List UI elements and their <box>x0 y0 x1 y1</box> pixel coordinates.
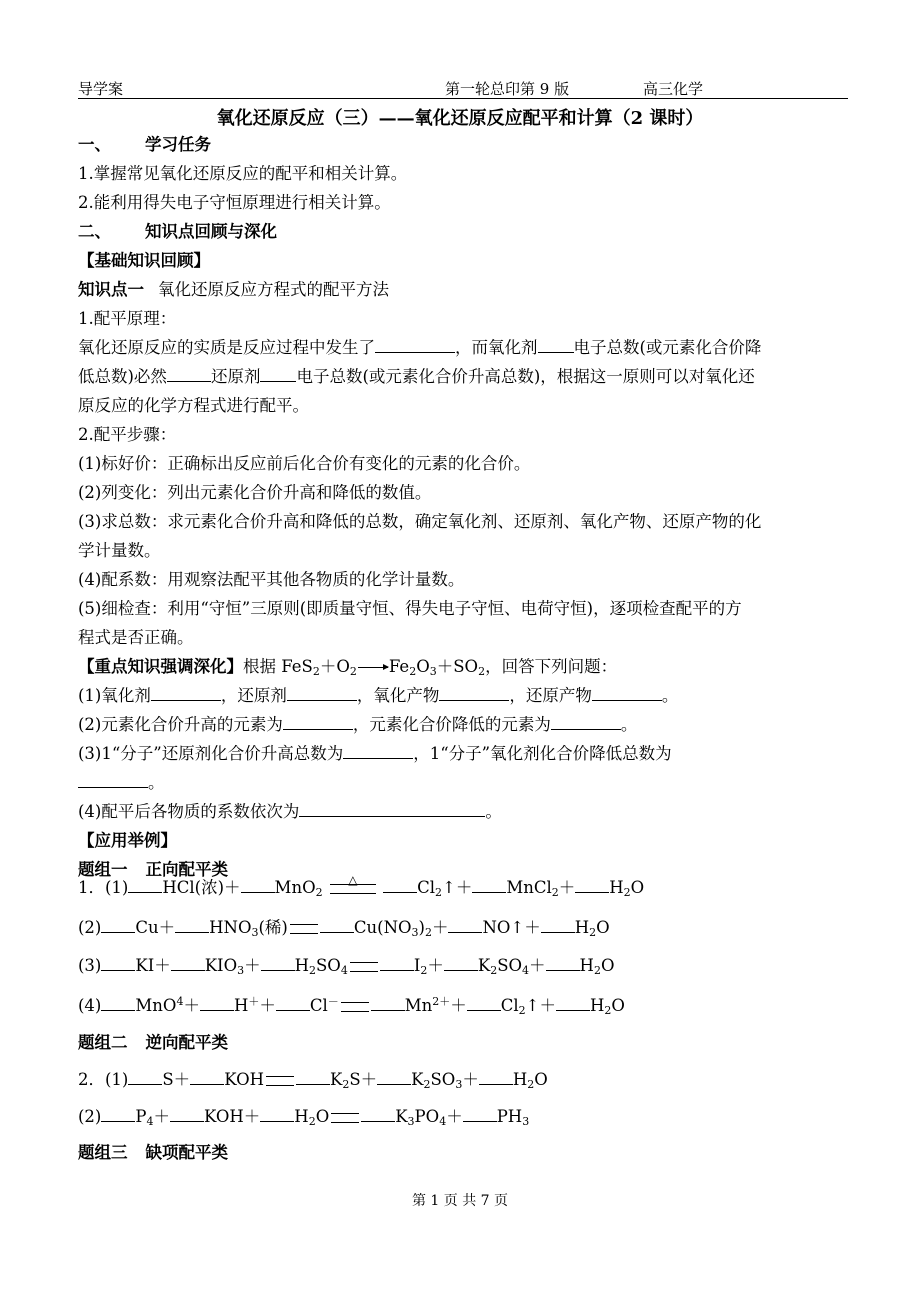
blank[interactable] <box>260 367 296 382</box>
q3-text: (3)1“分子”还原剂化合价升高总数为 <box>78 744 344 763</box>
step-3a: (3)求总数：求元素化合价升高和降低的总数，确定氧化剂、还原剂、氧化产物、还原产物的化 <box>78 512 762 531</box>
blank[interactable] <box>448 918 482 933</box>
equation-1-4: (4) MnO$^4$＋ H＋＋ Cl－ $Mn^{2+}+$ $Cl_2↑+ H_2O$ <box>78 995 625 1017</box>
blank[interactable] <box>128 878 162 893</box>
blank[interactable] <box>320 918 354 933</box>
step-4: (4)配系数：用观察法配平其他各物质的化学计量数。 <box>78 570 465 589</box>
blank[interactable] <box>241 878 275 893</box>
blank[interactable] <box>383 878 417 893</box>
blank[interactable] <box>592 686 662 701</box>
blank[interactable] <box>128 1070 162 1085</box>
kp1-label: 知识点一 <box>78 280 144 299</box>
group-2-label: 题组二 <box>78 1033 128 1052</box>
q2-text: ，元素化合价降低的元素为 <box>352 715 551 734</box>
blank[interactable] <box>439 686 509 701</box>
q4-text: (4)配平后各物质的系数依次为 <box>78 802 300 821</box>
key-question-2 <box>78 712 850 738</box>
group-2-name: 逆向配平类 <box>145 1033 228 1052</box>
blank[interactable] <box>343 744 413 759</box>
group-3-name: 缺项配平类 <box>145 1143 228 1162</box>
header-left: 导学案 <box>78 80 124 98</box>
q1-text: ，还原剂 <box>220 686 287 705</box>
group-1-name: 正向配平类 <box>145 860 228 879</box>
blank[interactable] <box>276 996 310 1011</box>
blank[interactable] <box>296 1070 330 1085</box>
step-5b: 程式是否正确。 <box>78 628 194 647</box>
blank[interactable] <box>361 1107 395 1122</box>
blank[interactable] <box>171 956 205 971</box>
principle-text-1c: 电子总数(或元素化合价降 <box>573 338 762 357</box>
step-1: (1)标好价：正确标出反应前后化合价有变化的元素的化合价。 <box>78 454 531 473</box>
principle-text-2c: 电子总数(或元素化合价升高总数)，根据这一原则可以对氧化还 <box>296 367 755 386</box>
principle-line-1 <box>78 335 850 361</box>
kp1-text: 氧化还原反应方程式的配平方法 <box>158 280 389 299</box>
q1-text: (1)氧化剂 <box>78 686 151 705</box>
blank[interactable] <box>101 996 135 1011</box>
q2-text: 。 <box>620 715 638 734</box>
blank[interactable] <box>260 1107 294 1122</box>
blank[interactable] <box>556 996 590 1011</box>
q3-text: 。 <box>148 773 165 792</box>
reaction-equals <box>331 1113 359 1123</box>
reaction-equals <box>266 1076 294 1086</box>
section-1-number: 一、 <box>78 135 111 154</box>
key-point-label: 【重点知识强调深化】 <box>78 657 243 676</box>
blank[interactable] <box>151 686 221 701</box>
equation-1-1: 1．(1) HCl(浓)＋ MnO$_2$ △ $Cl_2↑+$ MnCl$_2$＋ $H_2O$ <box>78 874 850 902</box>
key-question-4 <box>78 799 850 825</box>
blank[interactable] <box>190 1070 224 1085</box>
group-2-heading <box>78 1030 850 1056</box>
q2-text: (2)元素化合价升高的元素为 <box>78 715 283 734</box>
blank[interactable] <box>170 1107 204 1122</box>
blank[interactable] <box>101 918 135 933</box>
blank[interactable] <box>479 1070 513 1085</box>
q3-text: ，1“分子”氧化剂化合价降低总数为 <box>413 744 672 763</box>
group-3-label: 题组三 <box>78 1143 128 1162</box>
blank[interactable] <box>467 996 501 1011</box>
equation-2-2: (2) $P_4+ KOH+ H_2O$ $K_3PO_4+ PH_3$ <box>78 1107 530 1128</box>
key-question-1 <box>78 683 850 709</box>
section-1-title: 学习任务 <box>145 135 211 154</box>
blank[interactable] <box>380 956 414 971</box>
blank[interactable] <box>78 773 148 788</box>
blank[interactable] <box>283 715 353 730</box>
equation-2-1: 2．(1) S＋ KOH $K_2S+ K_2SO_3+ H_2O$ <box>78 1070 548 1091</box>
equation-1-2: (2) $Cu+ HNO_3$(稀) $Cu(NO_3)_2+$ NO↑＋ $H_2O$ <box>78 918 610 939</box>
section-2-heading <box>78 219 850 245</box>
principle-text-1b: ，而氧化剂 <box>455 338 538 357</box>
key-question-3a <box>78 741 850 767</box>
section-2-title: 知识点回顾与深化 <box>145 222 277 241</box>
blank[interactable] <box>101 956 135 971</box>
principle-line-3: 原反应的化学方程式进行配平。 <box>78 396 309 415</box>
blank[interactable] <box>375 338 455 353</box>
header-right: 高三化学 <box>643 80 704 98</box>
equation-1-3: (3) $KI+ KIO_3+ H_2SO_4$ $I_2+ K_2SO_4+ H_2O$ <box>78 956 615 977</box>
blank[interactable] <box>541 918 575 933</box>
group-3-heading <box>78 1140 850 1166</box>
q1-text: ，还原产物 <box>509 686 592 705</box>
section-2-number: 二、 <box>78 222 111 241</box>
blank[interactable] <box>546 956 580 971</box>
section-1-heading <box>78 132 850 158</box>
page-footer: 第 1 页 共 7 页 <box>411 1193 509 1209</box>
reaction-equals <box>290 924 318 934</box>
blank[interactable] <box>101 1107 135 1122</box>
principle-text-2a: 低总数)必然 <box>78 367 167 386</box>
task-item-1: 1.掌握常见氧化还原反应的配平和相关计算。 <box>78 164 408 183</box>
reaction-equals <box>350 962 378 972</box>
key-question-3b <box>78 770 850 796</box>
blank[interactable] <box>377 1070 411 1085</box>
blank[interactable] <box>371 996 405 1011</box>
header-middle: 第一轮总印第 9 版 <box>445 80 570 98</box>
step-5a: (5)细检查：利用“守恒”三原则(即质量守恒、得失电子守恒、电荷守恒)，逐项检查配平的方 <box>78 599 742 618</box>
blank[interactable] <box>200 996 234 1011</box>
blank[interactable] <box>538 338 574 353</box>
group-1-label: 题组一 <box>78 860 128 879</box>
key-point-line: 【重点知识强调深化】根据 $FeS_2+O_2$ $Fe_2O_3+SO_2$，回答下列问题： <box>78 657 618 678</box>
principle-text-2b: 还原剂 <box>210 367 261 386</box>
blank[interactable] <box>551 715 621 730</box>
q1-text: ，氧化产物 <box>356 686 440 705</box>
step-2: (2)列变化：列出元素化合价升高和降低的数值。 <box>78 483 432 502</box>
principle-line-2 <box>78 364 850 390</box>
task-item-2: 2.能利用得失电子守恒原理进行相关计算。 <box>78 193 391 212</box>
q1-text: 。 <box>661 686 679 705</box>
reaction-equals <box>341 1002 369 1012</box>
reaction-equals-heat <box>330 872 376 894</box>
apply-label: 【应用举例】 <box>78 831 177 850</box>
page-header <box>78 78 848 99</box>
delta-icon: △ <box>348 872 358 887</box>
step-3b: 学计量数。 <box>78 541 161 560</box>
blank[interactable] <box>175 918 209 933</box>
key-outro: ，回答下列问题： <box>485 657 618 676</box>
blank[interactable] <box>261 956 295 971</box>
basic-review-label: 【基础知识回顾】 <box>78 251 210 270</box>
document-title: 氧化还原反应（三）——氧化还原反应配平和计算（2 课时） <box>216 108 704 129</box>
steps-heading: 2.配平步骤： <box>78 425 177 444</box>
blank[interactable] <box>463 1107 497 1122</box>
principle-text-1a: 氧化还原反应的实质是反应过程中发生了 <box>78 338 375 357</box>
blank[interactable] <box>167 367 211 382</box>
blank[interactable] <box>575 878 609 893</box>
blank[interactable] <box>472 878 506 893</box>
key-intro: 根据 <box>243 657 276 676</box>
blank[interactable] <box>287 686 357 701</box>
blank[interactable] <box>444 956 478 971</box>
principle-heading: 1.配平原理： <box>78 309 177 328</box>
knowledge-point-1 <box>78 277 850 303</box>
blank[interactable] <box>299 802 485 817</box>
arrow-icon <box>358 667 388 668</box>
q4-text: 。 <box>485 802 502 821</box>
